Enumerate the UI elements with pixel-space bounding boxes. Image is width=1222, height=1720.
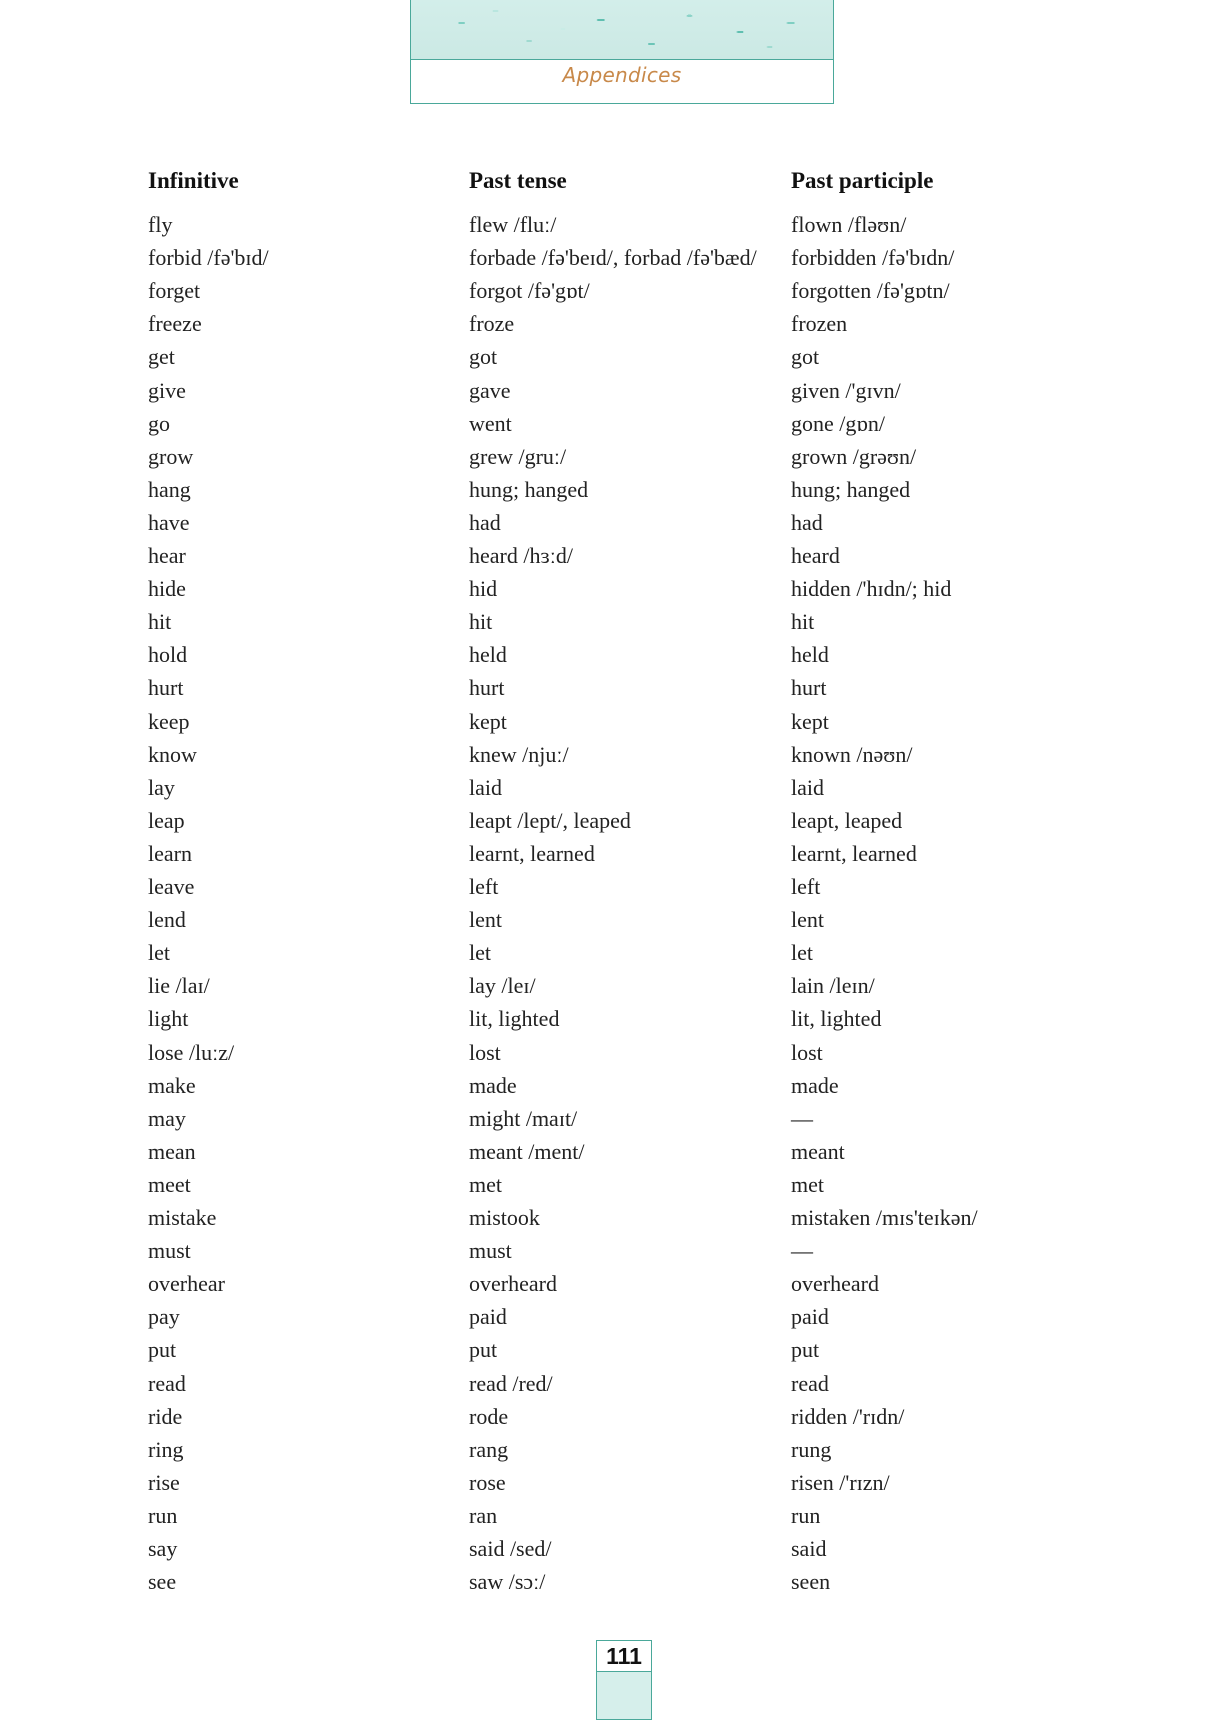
cell-past-tense: hit <box>469 609 493 635</box>
cell-past-participle: run <box>791 1502 821 1528</box>
column-header-past-tense: Past tense <box>469 168 567 193</box>
cell-past-participle: given /'gɪvn/ <box>791 377 901 403</box>
cell-past-participle: hit <box>791 609 815 635</box>
cell-past-participle: rung <box>791 1436 832 1462</box>
cell-past-tense: paid <box>469 1304 507 1330</box>
cell-infinitive: know <box>148 741 197 767</box>
cell-past-participle: learnt, learned <box>791 840 917 866</box>
cell-past-tense: flew /fluː/ <box>469 212 557 237</box>
header-decorative-pattern <box>411 0 833 60</box>
cell-past-tense: got <box>469 344 498 370</box>
cell-infinitive: lie /laɪ/ <box>148 973 210 999</box>
cell-past-tense: forbade /fə'beɪd/, forbad /fə'bæd/ <box>469 245 757 271</box>
cell-past-participle: hidden /'hɪdn/; hid <box>791 576 952 602</box>
cell-past-participle: lit, lighted <box>791 1006 882 1032</box>
cell-past-participle: lost <box>791 1039 823 1065</box>
cell-past-participle: gone /gɒn/ <box>791 410 885 436</box>
cell-past-tense: froze <box>469 311 515 337</box>
cell-past-tense: knew /njuː/ <box>469 741 569 767</box>
cell-infinitive: light <box>148 1006 189 1032</box>
cell-past-participle: let <box>791 940 813 966</box>
cell-infinitive: must <box>148 1238 191 1264</box>
cell-infinitive: ride <box>148 1403 183 1429</box>
cell-infinitive: hold <box>148 642 188 668</box>
cell-past-tense: meant /ment/ <box>469 1138 585 1164</box>
cell-past-tense: must <box>469 1238 512 1264</box>
cell-infinitive: make <box>148 1072 196 1098</box>
cell-past-participle: put <box>791 1337 820 1363</box>
cell-past-participle: leapt, leaped <box>791 807 903 833</box>
cell-past-participle: ridden /'rɪdn/ <box>791 1403 905 1429</box>
cell-past-participle: overheard <box>791 1271 879 1297</box>
cell-infinitive: get <box>148 344 175 370</box>
cell-past-tense: hurt <box>469 675 505 701</box>
cell-past-tense: rose <box>469 1469 506 1495</box>
cell-past-participle: forgotten /fə'gɒtn/ <box>791 278 950 304</box>
cell-past-tense: read /red/ <box>469 1370 553 1396</box>
page-number-box <box>596 1640 652 1720</box>
cell-past-tense: said /sed/ <box>469 1536 552 1561</box>
cell-infinitive: put <box>148 1337 177 1363</box>
cell-past-tense: laid <box>469 774 502 800</box>
cell-past-tense: hung; hanged <box>469 476 589 502</box>
cell-past-tense: ran <box>469 1502 498 1528</box>
cell-infinitive: leap <box>148 807 185 833</box>
cell-past-tense: held <box>469 642 507 668</box>
cell-infinitive: read <box>148 1370 186 1396</box>
cell-infinitive: mistake <box>148 1205 217 1230</box>
cell-infinitive: lose /luːz/ <box>148 1039 235 1065</box>
cell-infinitive: lend <box>148 907 186 933</box>
cell-infinitive: forbid /fə'bɪd/ <box>148 245 269 271</box>
cell-past-tense: lit, lighted <box>469 1006 560 1032</box>
cell-past-participle: heard <box>791 543 840 568</box>
cell-past-participle: — <box>791 1238 813 1264</box>
cell-infinitive: grow <box>148 443 194 469</box>
cell-past-participle: said <box>791 1536 827 1561</box>
cell-past-tense: mistook <box>469 1205 540 1230</box>
cell-past-tense: heard /hɜːd/ <box>469 543 573 568</box>
cell-infinitive: say <box>148 1536 178 1561</box>
cell-past-participle: forbidden /fə'bɪdn/ <box>791 245 955 271</box>
cell-past-participle: read <box>791 1370 829 1396</box>
cell-past-participle: had <box>791 509 823 535</box>
cell-past-tense: went <box>469 410 512 436</box>
cell-past-participle: laid <box>791 774 824 800</box>
cell-infinitive: ring <box>148 1436 184 1462</box>
cell-past-participle: risen /'rɪzn/ <box>791 1469 890 1495</box>
section-title: Appendices <box>562 63 682 87</box>
cell-past-tense: had <box>469 509 501 535</box>
cell-infinitive: hide <box>148 576 186 602</box>
cell-past-participle: known /nəʊn/ <box>791 741 913 767</box>
cell-past-tense: put <box>469 1337 498 1363</box>
cell-past-tense: kept <box>469 708 507 734</box>
cell-past-tense: learnt, learned <box>469 840 595 866</box>
cell-infinitive: learn <box>148 840 192 866</box>
cell-infinitive: meet <box>148 1171 191 1197</box>
cell-past-participle: made <box>791 1072 839 1098</box>
cell-past-tense: left <box>469 874 499 899</box>
column-header-infinitive: Infinitive <box>148 168 239 193</box>
cell-past-tense: lost <box>469 1039 501 1065</box>
cell-past-tense: met <box>469 1171 502 1197</box>
cell-past-participle: kept <box>791 708 829 734</box>
section-header <box>410 0 834 104</box>
cell-infinitive: give <box>148 377 186 403</box>
cell-past-tense: saw /sɔː/ <box>469 1569 546 1595</box>
cell-past-tense: made <box>469 1072 517 1098</box>
cell-past-tense: lent <box>469 907 502 933</box>
cell-infinitive: have <box>148 509 190 535</box>
cell-infinitive: keep <box>148 708 190 734</box>
cell-past-participle: hurt <box>791 675 827 701</box>
cell-infinitive: rise <box>148 1469 180 1495</box>
cell-past-participle: lain /leɪn/ <box>791 973 875 999</box>
cell-past-participle: frozen <box>791 311 848 337</box>
cell-past-tense: let <box>469 940 491 966</box>
column-header-past-participle: Past participle <box>791 168 934 193</box>
page-number: 111 <box>597 1641 651 1672</box>
cell-past-tense: rang <box>469 1436 509 1462</box>
cell-infinitive: lay <box>148 774 175 800</box>
cell-past-participle: held <box>791 642 829 668</box>
cell-past-participle: mistaken /mɪs'teɪkən/ <box>791 1205 978 1230</box>
cell-past-participle: left <box>791 874 821 899</box>
cell-infinitive: freeze <box>148 311 202 337</box>
cell-infinitive: let <box>148 940 170 966</box>
cell-infinitive: may <box>148 1105 186 1131</box>
cell-infinitive: fly <box>148 212 173 237</box>
cell-infinitive: go <box>148 410 170 436</box>
cell-past-participle: got <box>791 344 820 370</box>
cell-past-tense: forgot /fə'gɒt/ <box>469 278 590 304</box>
cell-infinitive: pay <box>148 1304 180 1330</box>
cell-infinitive: hurt <box>148 675 184 701</box>
cell-past-participle: paid <box>791 1304 829 1330</box>
cell-infinitive: overhear <box>148 1271 225 1297</box>
cell-infinitive: hit <box>148 609 172 635</box>
cell-past-tense: might /maɪt/ <box>469 1105 578 1131</box>
cell-past-participle: lent <box>791 907 824 933</box>
cell-past-tense: lay /leɪ/ <box>469 973 536 999</box>
cell-past-participle: flown /fləʊn/ <box>791 212 907 237</box>
cell-past-participle: seen <box>791 1569 831 1595</box>
cell-infinitive: hear <box>148 543 186 568</box>
cell-past-tense: overheard <box>469 1271 557 1297</box>
cell-infinitive: run <box>148 1502 178 1528</box>
cell-infinitive: hang <box>148 476 191 502</box>
cell-infinitive: see <box>148 1569 177 1595</box>
cell-past-participle: grown /grəʊn/ <box>791 443 917 469</box>
cell-infinitive: leave <box>148 874 195 899</box>
cell-past-tense: rode <box>469 1403 509 1429</box>
cell-past-participle: hung; hanged <box>791 476 911 502</box>
cell-past-tense: leapt /lept/, leaped <box>469 807 631 833</box>
cell-past-tense: gave <box>469 377 511 403</box>
cell-past-tense: hid <box>469 576 498 602</box>
cell-infinitive: forget <box>148 278 201 304</box>
cell-past-participle: met <box>791 1171 824 1197</box>
cell-past-participle: — <box>791 1105 813 1131</box>
cell-infinitive: mean <box>148 1138 196 1164</box>
cell-past-participle: meant <box>791 1138 845 1164</box>
cell-past-tense: grew /gruː/ <box>469 443 567 469</box>
